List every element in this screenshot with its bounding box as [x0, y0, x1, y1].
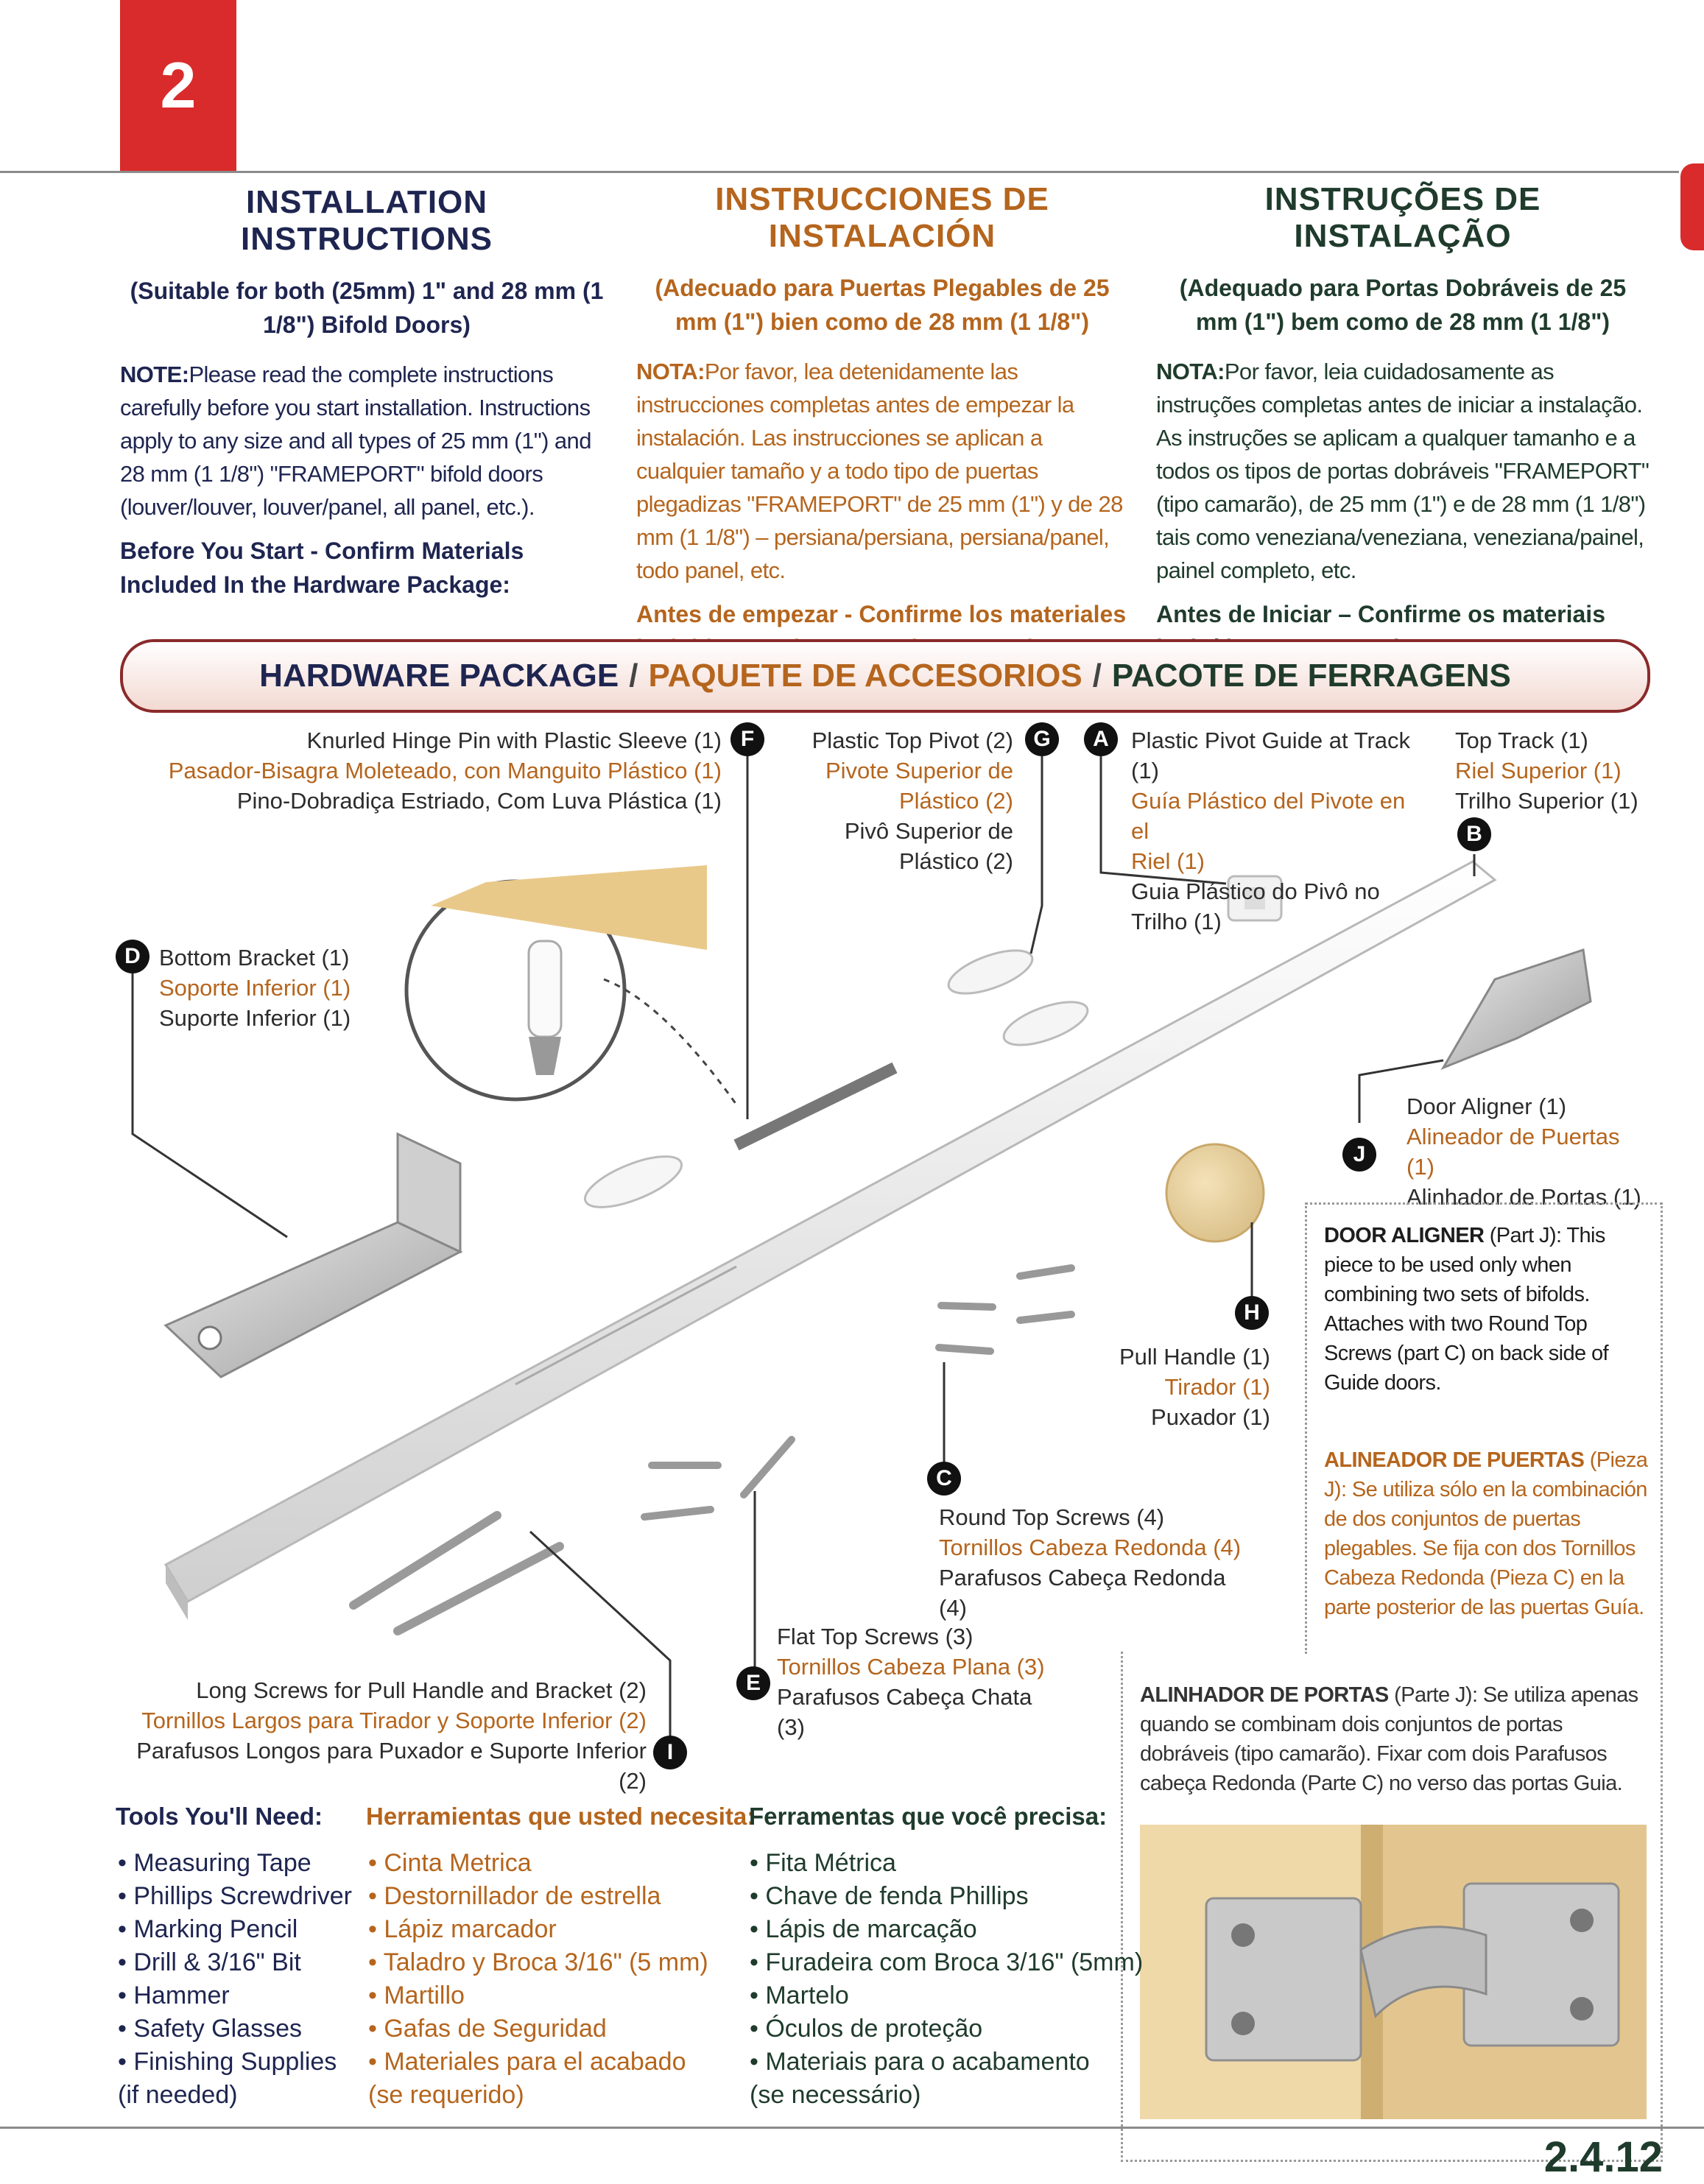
door-aligner-note-pt-head: ALINHADOR DE PORTAS — [1140, 1683, 1389, 1707]
tool-item: • Phillips Screwdriver — [118, 1882, 352, 1910]
part-c-marker: C — [927, 1462, 961, 1496]
part-c-es: Tornillos Cabeza Redonda (4) — [939, 1535, 1242, 1560]
english-note-label: NOTE: — [120, 362, 189, 387]
part-j-label — [1406, 1091, 1650, 1212]
part-j-en: Door Aligner (1) — [1406, 1093, 1567, 1119]
door-aligner-image — [1443, 950, 1591, 1068]
part-b-pt: Trilho Superior (1) — [1455, 788, 1638, 814]
tool-item: (se requerido) — [368, 2081, 524, 2109]
part-j-pt: Alinhador de Portas (1) — [1406, 1184, 1641, 1210]
tool-item: • Furadeira com Broca 3/16" (5mm) — [750, 1948, 1144, 1976]
part-a-es-2: Riel (1) — [1131, 848, 1205, 874]
part-c-en: Round Top Screws (4) — [939, 1504, 1165, 1530]
part-f-es: Pasador-Bisagra Moleteado, con Manguito Plástico (1) — [168, 758, 722, 783]
part-i-label — [110, 1675, 647, 1796]
tool-item: • Lápis de marcação — [750, 1915, 977, 1943]
part-a-pt-1: Guia Plástico do Pivô no — [1131, 878, 1380, 904]
tool-item: • Hammer — [118, 1982, 230, 2009]
part-e-es: Tornillos Cabeza Plana (3) — [777, 1654, 1045, 1680]
part-a-marker: A — [1084, 722, 1118, 756]
part-h-label — [1090, 1342, 1270, 1432]
part-d-label — [159, 943, 380, 1033]
part-e-marker: E — [736, 1666, 770, 1700]
tools-pt-list — [750, 1847, 1143, 2112]
tool-item: • Safety Glasses — [118, 2015, 303, 2043]
spanish-before-you-start: Antes de empezar - Confirme los materiales — [636, 601, 1127, 627]
door-aligner-installed-photo — [1140, 1825, 1647, 2119]
tool-item: • Materiales para el acabado — [368, 2048, 686, 2076]
portuguese-note-text: Por favor, leia cuidadosamente as instruções completas antes de iniciar a instalação. As instruções se aplicam a qualquer tamanho e a todos os tipos de portas dobráveis "FRAMEPORT" (tipo camarão), de 25 mm (1") e de 28 mm (1 1/8") tais como veneziana/veneziana, veneziana/painel, painel completo, etc. — [1156, 359, 1650, 583]
portuguese-before-you-start: Antes de Iniciar – Confirme os materiais — [1156, 601, 1605, 627]
part-f-en: Knurled Hinge Pin with Plastic Sleeve (1) — [306, 728, 722, 753]
part-h-marker: H — [1235, 1296, 1269, 1330]
door-aligner-note-en — [1324, 1221, 1652, 1398]
part-d-pt: Suporte Inferior (1) — [159, 1005, 351, 1031]
door-aligner-note-pt-text: Se utiliza apenas quando se combinam dois conjuntos de portas dobráveis (tipo camarão). Fixar com dois Parafusos cabeça Redonda (Parte C) no verso das portas Guia. — [1140, 1683, 1638, 1795]
pull-handle-image — [1166, 1144, 1264, 1241]
tools-es-list — [368, 1847, 708, 2112]
part-i-pt: Parafusos Longos para Puxador e Suporte Inferior (2) — [136, 1738, 647, 1794]
banner-separator-2: / — [1092, 658, 1102, 694]
tool-item: • Chave de fenda Phillips — [750, 1882, 1029, 1910]
tool-item: • Martelo — [750, 1982, 849, 2009]
section-number-tab: 2 — [120, 0, 236, 171]
page-number: 2.4.12 — [1543, 2133, 1663, 2181]
part-h-en: Pull Handle (1) — [1119, 1344, 1270, 1370]
part-i-en: Long Screws for Pull Handle and Bracket (2) — [196, 1677, 647, 1703]
top-pivot-images — [943, 942, 1093, 1054]
english-subtitle: (Suitable for both (25mm) 1" and 28 mm (1 1/8") Bifold Doors) — [130, 278, 604, 338]
tool-item: (se necessário) — [750, 2081, 921, 2109]
portuguese-subtitle: (Adequado para Portas Dobráveis de 25 mm (1") bem como de 28 mm (1 1/8") — [1179, 275, 1627, 335]
part-g-en: Plastic Top Pivot (2) — [811, 728, 1013, 753]
portuguese-title: INSTRUÇÕES DE INSTALAÇÃO — [1264, 181, 1541, 254]
spanish-title: INSTRUCCIONES DE INSTALACIÓN — [715, 181, 1049, 254]
part-e-label — [777, 1621, 1057, 1742]
tool-item: • Cinta Metrica — [368, 1849, 532, 1877]
banner-portuguese: PACOTE DE FERRAGENS — [1111, 658, 1511, 694]
tool-item: • Drill & 3/16" Bit — [118, 1948, 301, 1976]
spanish-note-label: NOTA: — [636, 359, 705, 384]
door-aligner-note-es-text: Se utiliza sólo en la combinación de dos conjuntos de puertas plegables. Se fija con dos Tornillos Cabeza Redonda (Pieza C) en la parte posterior de las puertas Guía. — [1324, 1478, 1647, 1619]
part-g-label — [781, 725, 1013, 876]
door-aligner-note-es — [1324, 1445, 1652, 1622]
door-aligner-note-en-part: (Part J): — [1489, 1224, 1562, 1247]
tool-item: • Lápiz marcador — [368, 1915, 557, 1943]
part-j-marker: J — [1342, 1138, 1376, 1172]
footer-divider — [0, 2127, 1704, 2129]
part-g-pt-2: Plástico (2) — [898, 848, 1013, 874]
tools-es-title: Herramientas que usted necesita: — [366, 1803, 756, 1830]
part-c-pt: Parafusos Cabeça Redonda (4) — [939, 1565, 1226, 1621]
tools-pt-title: Ferramentas que você precisa: — [749, 1803, 1108, 1830]
part-a-en: Plastic Pivot Guide at Track (1) — [1131, 728, 1411, 783]
part-e-pt: Parafusos Cabeça Chata (3) — [777, 1684, 1032, 1740]
tool-item: • Destornillador de estrella — [368, 1882, 661, 1910]
part-b-es: Riel Superior (1) — [1455, 758, 1622, 783]
english-before-you-start: Before You Start - Confirm Materials Included In the Hardware Package: — [120, 538, 524, 598]
part-d-es: Soporte Inferior (1) — [159, 975, 351, 1001]
tool-item: (if needed) — [118, 2081, 238, 2109]
banner-separator-1: / — [629, 658, 638, 694]
part-j-es: Alineador de Puertas (1) — [1406, 1124, 1620, 1180]
english-title: INSTALLATION INSTRUCTIONS — [241, 184, 493, 257]
long-screws-image — [353, 1515, 560, 1631]
part-b-label — [1455, 725, 1647, 816]
spanish-note-text: Por favor, lea detenidamente las instrucciones completas antes de empezar la instalación. Las instrucciones se aplican a cualquier tamaño y a todo tipo de puertas plegadizas "FRAMEPORT" de 25 mm (1") y de 28 mm (1 1/8") – persiana/persiana, persiana/panel, todo panel, etc. — [636, 359, 1123, 583]
part-h-es: Tirador (1) — [1164, 1374, 1270, 1400]
part-f-pt: Pino-Dobradiça Estriado, Com Luva Plástica (1) — [236, 788, 722, 814]
part-g-es-2: Plástico (2) — [898, 788, 1013, 814]
door-aligner-note-es-head: ALINEADOR DE PUERTAS — [1324, 1448, 1585, 1472]
part-b-marker: B — [1457, 817, 1491, 851]
english-note-text: Please read the complete instructions carefully before you start installation. Instructions apply to any size and all types of 25 mm (1") and 28 mm (1 1/8") "FRAMEPORT" bifold doors (louver/louver, louver/panel, all panel, etc.). — [120, 362, 591, 520]
door-aligner-note-en-head: DOOR ALIGNER — [1324, 1224, 1485, 1247]
tool-item: • Taladro y Broca 3/16" (5 mm) — [368, 1948, 708, 1976]
bottom-bracket-image — [166, 1134, 460, 1377]
part-b-en: Top Track (1) — [1455, 728, 1588, 753]
banner-english: HARDWARE PACKAGE — [259, 658, 619, 694]
part-d-en: Bottom Bracket (1) — [159, 945, 350, 971]
hinge-pin-detail-magnifier — [406, 865, 736, 1105]
door-aligner-note-en-text: This piece to be used only when combining two sets of bifolds. Attaches with two Round Top Screws (part C) on back side of Guide doors. — [1324, 1224, 1608, 1395]
door-aligner-note-pt-part: (Parte J): — [1394, 1683, 1478, 1707]
tool-item: • Measuring Tape — [118, 1849, 311, 1877]
portuguese-note-label: NOTA: — [1156, 359, 1225, 384]
tool-item: • Finishing Supplies — [118, 2048, 337, 2076]
part-e-en: Flat Top Screws (3) — [777, 1624, 974, 1649]
tool-item: • Materiais para o acabamento — [750, 2048, 1090, 2076]
round-top-screws-image — [939, 1268, 1071, 1351]
door-aligner-note-pt — [1140, 1680, 1648, 1798]
part-g-es-1: Pivote Superior de — [825, 758, 1013, 783]
part-f-marker: F — [730, 722, 764, 756]
spanish-subtitle: (Adecuado para Puertas Plegables de 25 mm (1") bien como de 28 mm (1 1/8") — [655, 275, 1110, 335]
part-a-label — [1131, 725, 1426, 937]
flat-top-screws-image — [644, 1440, 792, 1517]
part-a-pt-2: Trilho (1) — [1131, 909, 1222, 934]
tool-item: • Fita Métrica — [750, 1849, 896, 1877]
part-i-marker: I — [653, 1736, 687, 1769]
tools-en-title: Tools You'll Need: — [116, 1803, 323, 1830]
part-f-label — [133, 725, 722, 816]
part-a-es-1: Guía Plástico del Pivote en el — [1131, 788, 1406, 844]
banner-spanish: PAQUETE DE ACCESORIOS — [648, 658, 1082, 694]
door-aligner-note-es-part: (Pieza J): — [1324, 1448, 1648, 1501]
tool-item: • Marking Pencil — [118, 1915, 298, 1943]
tool-item: • Óculos de proteção — [750, 2015, 983, 2043]
hinge-pin-image — [579, 1068, 895, 1217]
part-d-marker: D — [116, 940, 149, 973]
part-i-es: Tornillos Largos para Tirador y Soporte Inferior (2) — [141, 1708, 647, 1733]
part-g-pt-1: Pivô Superior de — [844, 818, 1013, 844]
tool-item: • Martillo — [368, 1982, 465, 2009]
part-c-label — [939, 1502, 1248, 1623]
tool-item: • Gafas de Seguridad — [368, 2015, 607, 2043]
part-h-pt: Puxador (1) — [1151, 1404, 1270, 1430]
tools-en-list — [118, 1847, 352, 2112]
part-g-marker: G — [1025, 722, 1059, 756]
